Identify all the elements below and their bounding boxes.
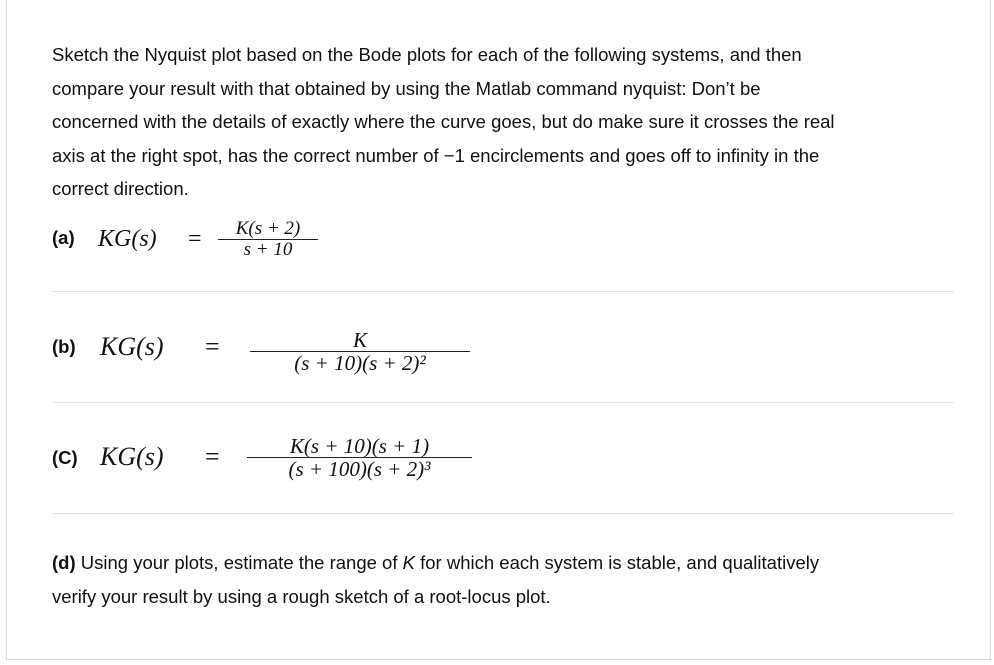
part-d-line-2: verify your result by using a rough sketch of a root-locus plot. [52, 585, 551, 607]
part-a-fraction [218, 219, 318, 260]
divider [52, 291, 954, 292]
part-b-label: (b) [52, 336, 76, 357]
intro-line: concerned with the details of exactly where the curve goes, but do make sure it crosses the real [52, 111, 835, 133]
intro-line: axis at the right spot, has the correct number of −1 encirclements and goes off to infinity in the [52, 144, 820, 166]
part-a-numerator: K(s + 2) [235, 218, 301, 239]
part-d-label: (d) [52, 552, 76, 573]
part-a-lhs: KG(s) [98, 226, 157, 252]
part-c-fraction [247, 435, 472, 480]
part-d-text: Using your plots, estimate the range of [75, 552, 403, 573]
part-c-numerator: K(s + 10)(s + 1) [289, 434, 430, 458]
divider [52, 513, 954, 514]
part-b-numerator: K [352, 328, 367, 352]
part-b-lhs: KG(s) [100, 332, 164, 361]
part-c-lhs: KG(s) [100, 442, 164, 471]
k-symbol: K [402, 552, 415, 573]
divider [52, 402, 954, 403]
part-c-equals: = [205, 442, 220, 471]
intro-line: correct direction. [52, 178, 189, 200]
part-b-equals: = [205, 332, 220, 361]
part-a-denominator: s + 10 [243, 239, 293, 260]
part-d-text: for which each system is stable, and qualitatively [414, 552, 820, 573]
part-b-fraction [250, 329, 470, 374]
problem-intro [52, 38, 952, 206]
part-d-line-1 [52, 546, 952, 580]
part-c-label: (C) [52, 447, 78, 468]
part-d [52, 546, 952, 613]
part-a-equals: = [188, 226, 202, 252]
intro-line: compare your result with that obtained by using the Matlab command nyquist: Don’t be [52, 77, 761, 99]
part-c-denominator: (s + 100)(s + 2)³ [288, 457, 431, 481]
part-b-denominator: (s + 10)(s + 2)² [294, 351, 426, 375]
part-a-label: (a) [52, 227, 75, 248]
intro-line: Sketch the Nyquist plot based on the Bode plots for each of the following systems, and then [52, 44, 802, 65]
